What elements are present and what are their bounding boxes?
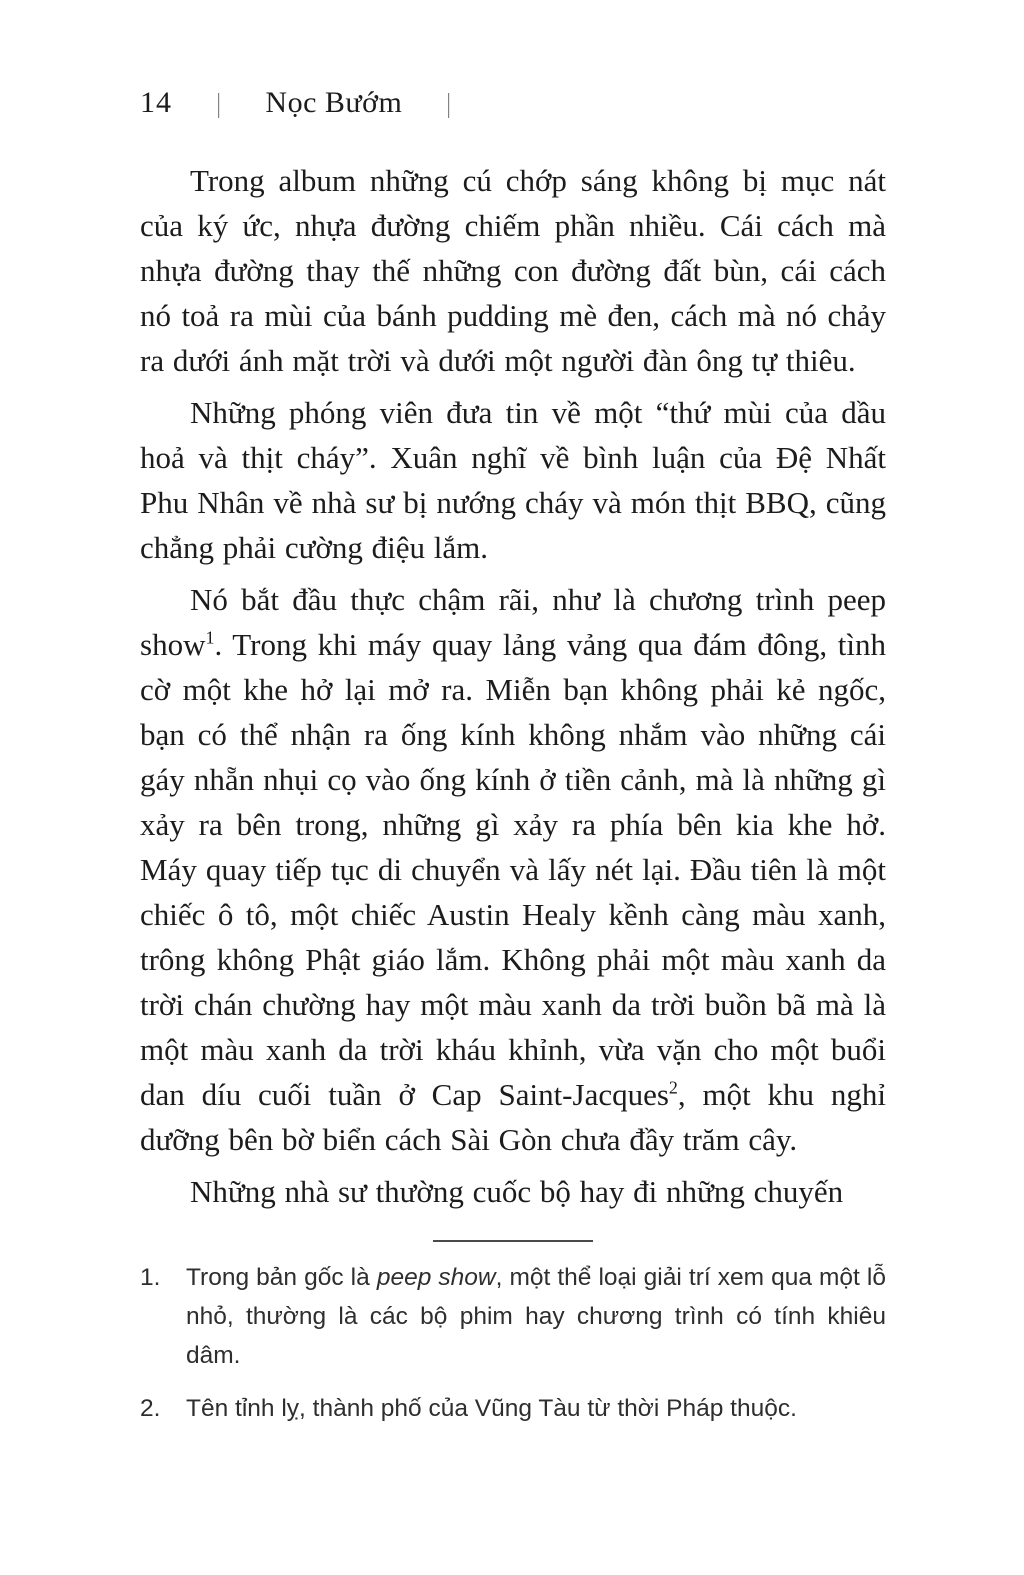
footnote-reference: 1 — [205, 627, 215, 648]
paragraph — [140, 158, 886, 383]
header-divider-right: | — [447, 87, 452, 118]
text-segment: peep show — [376, 1264, 496, 1291]
footnote-item — [140, 1389, 886, 1428]
paragraph — [140, 390, 886, 570]
footnote-text — [186, 1389, 886, 1428]
text-segment: Những phóng viên đưa tin về một “thứ mùi của dầu hoả và thịt cháy”. Xuân nghĩ về bình luận của Đệ Nhất Phu Nhân về nhà sư bị nướng cháy và món thịt BBQ, cũng chẳng phải cường điệu lắm. — [140, 395, 886, 565]
page-number: 14 — [140, 86, 172, 119]
paragraph — [140, 1169, 886, 1214]
header-divider-left: | — [216, 87, 221, 118]
text-segment: , một khu nghỉ dưỡng bên bờ biển cách Sài Gòn chưa đầy trăm cây. — [140, 1077, 886, 1157]
footnote-marker: 2. — [140, 1395, 161, 1422]
footnote-list — [140, 1258, 886, 1428]
footnote-separator — [433, 1240, 593, 1242]
text-segment: Nó bắt đầu thực chậm rãi, như là chương trình peep show — [140, 582, 886, 662]
body-paragraphs — [140, 158, 886, 1214]
text-segment: Tên tỉnh lỵ, thành phố của Vũng Tàu từ thời Pháp thuộc. — [186, 1395, 797, 1422]
running-title: Nọc Bướm — [265, 86, 403, 119]
footnote-text — [186, 1258, 886, 1375]
text-segment: Trong album những cú chớp sáng không bị mục nát của ký ức, nhựa đường chiếm phần nhiều. Cái cách mà nhựa đường thay thế những con đường đất bùn, cái cách nó toả ra mùi của bánh pudding mè đen, cách mà nó chảy ra dưới ánh mặt trời và dưới một người đàn ông tự thiêu. — [140, 163, 886, 378]
page-header — [140, 86, 886, 120]
footnote-reference: 2 — [668, 1077, 678, 1098]
text-segment: . Trong khi máy quay lảng vảng qua đám đông, tình cờ một khe hở lại mở ra. Miễn bạn không phải kẻ ngốc, bạn có thể nhận ra ống kính không nhắm vào những cái gáy nhẵn nhụi cọ vào ống kính ở tiền cảnh, mà là những gì xảy ra bên trong, những gì xảy ra phía bên kia khe hở. Máy quay tiếp tục di chuyển và lấy nét lại. Đầu tiên là một chiếc ô tô, một chiếc Austin Healy kềnh càng màu xanh, trông không Phật giáo lắm. Không phải một màu xanh da trời chán chường hay một màu xanh da trời buồn bã mà là một màu xanh da trời kháu khỉnh, vừa vặn cho một buổi dan díu cuối tuần ở Cap Saint-Jacques — [140, 627, 886, 1112]
text-segment: , một thể loại giải trí xem qua một lỗ nhỏ, thường là các bộ phim hay chương trình có tính khiêu dâm. — [186, 1264, 886, 1369]
footnote-item — [140, 1258, 886, 1375]
text-segment: Trong bản gốc là — [186, 1264, 377, 1291]
text-segment: Những nhà sư thường cuốc bộ hay đi những chuyến — [190, 1174, 844, 1209]
paragraph — [140, 577, 886, 1162]
footnote-marker: 1. — [140, 1264, 161, 1291]
